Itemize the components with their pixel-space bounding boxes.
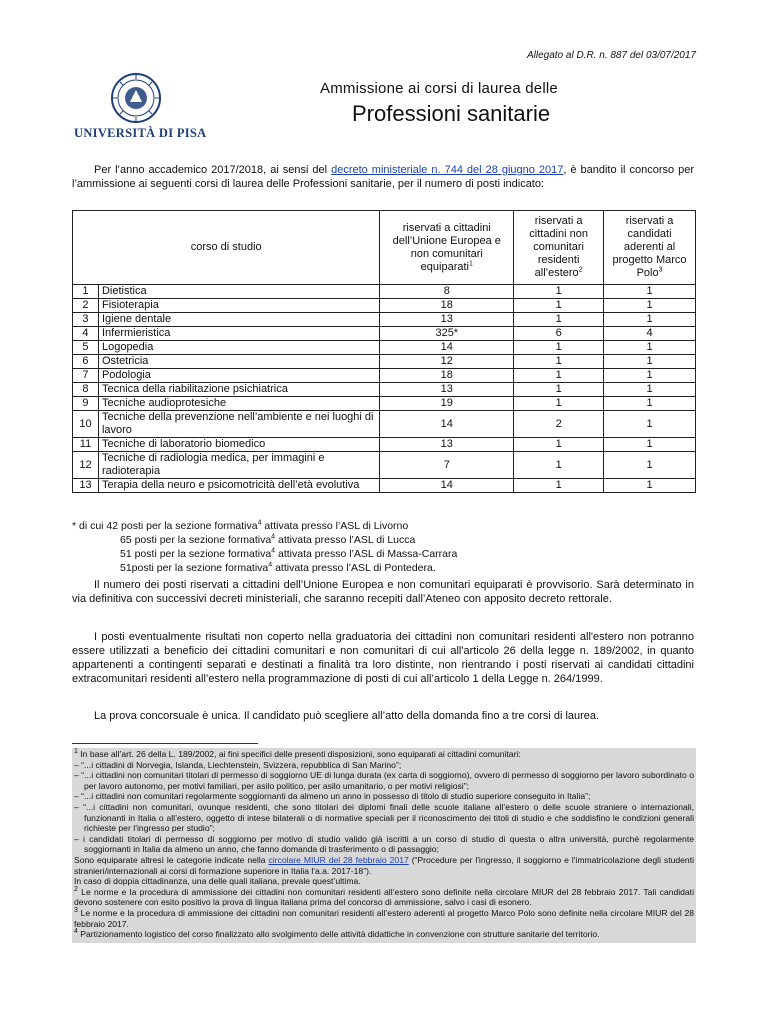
eu-posts: 19 — [380, 397, 514, 411]
footnote-separator — [72, 743, 258, 744]
course-name: Dietistica — [98, 285, 379, 299]
abroad-posts: 1 — [514, 383, 604, 397]
table-row — [73, 438, 696, 452]
table-row — [73, 452, 696, 479]
abroad-posts: 1 — [514, 285, 604, 299]
asl-note: 65 posti per la sezione formativa$^4$ attivata presso l’ASL di Lucca — [120, 533, 416, 546]
table-row — [73, 383, 696, 397]
eu-posts: 18 — [380, 299, 514, 313]
course-name: Tecnica della riabilitazione psichiatrica — [98, 383, 379, 397]
course-name: Infermieristica — [98, 327, 379, 341]
marco-polo-posts: 1 — [604, 397, 696, 411]
row-number: 5 — [73, 341, 99, 355]
course-name: Logopedia — [98, 341, 379, 355]
course-name: Tecniche della prevenzione nell’ambiente e nei luoghi di lavoro — [98, 411, 379, 438]
intro-text-3: , per il numero di posti indicato: — [391, 178, 545, 190]
abroad-posts: 1 — [514, 479, 604, 493]
asl-note: 51 posti per la sezione formativa$^4$ attivata presso l’ASL di Massa-Carrara — [120, 547, 458, 560]
table-row — [73, 313, 696, 327]
table-body — [73, 285, 696, 493]
eu-posts: 325* — [380, 327, 514, 341]
footnote-dual-citizenship: In caso di doppia cittadinanza, una delle quali italiana, prevale quest’ultima. — [74, 876, 361, 887]
footnote-more: Sono equiparate altresì le categorie indicate nella circolare MIUR del 28 febbraio 2017 (“Procedure per l'ingresso, il soggiorno e l'immatricolazione degli studenti stranieri/internazionali ai corsi di formazione superiore in Italia l'a.a. 2017-18”). — [74, 854, 695, 876]
marco-polo-posts: 1 — [604, 479, 696, 493]
row-number: 8 — [73, 383, 99, 397]
course-name: Igiene dentale — [98, 313, 379, 327]
university-name: UNIVERSITÀ DI PISA — [74, 126, 207, 140]
course-name: Ostetricia — [98, 355, 379, 369]
eu-posts: 14 — [380, 411, 514, 438]
row-number: 11 — [73, 438, 99, 452]
marco-polo-posts: 1 — [604, 438, 696, 452]
header-marco-polo: riservati a candidati aderenti al progetto Marco Polo$^3$ — [604, 211, 696, 285]
table-row — [73, 355, 696, 369]
footnote-item: – “...i cittadini non comunitari, ovunque residenti, che sono titolari dei diplomi finali delle scuole italiane all’estero o delle scuole straniere o internazionali, funzionanti in Italia o all’estero, oggetto di intese bilaterali o di normative speciali per il riconoscimento dei titoli di studio e che soddisfino le condizioni generali richieste per l’ingresso per studio”; — [74, 801, 694, 834]
paragraph-single-test: La prova concorsuale è unica. Il candidato può scegliere all’atto della domanda fino a tre corsi di laurea. — [94, 710, 600, 722]
row-number: 13 — [73, 479, 99, 493]
header-eu: riservati a cittadini dell’Unione Europea e non comunitari equiparati$^1$ — [380, 211, 514, 285]
table-row — [73, 327, 696, 341]
row-number: 1 — [73, 285, 99, 299]
asl-note: * di cui 42 posti per la sezione formativa$^4$ attivata presso l’ASL di Livorno — [72, 519, 409, 532]
marco-polo-posts: 1 — [604, 369, 696, 383]
abroad-posts: 1 — [514, 341, 604, 355]
footnotes — [72, 748, 696, 943]
abroad-posts: 1 — [514, 355, 604, 369]
course-name: Terapia della neuro e psicomotricità dell’età evolutiva — [98, 479, 379, 493]
table-row — [73, 285, 696, 299]
attachment-reference: Allegato al D.R. n. 887 del 03/07/2017 — [526, 50, 696, 61]
row-number: 4 — [73, 327, 99, 341]
course-name: Podologia — [98, 369, 379, 383]
abroad-posts: 1 — [514, 369, 604, 383]
row-number: 10 — [73, 411, 99, 438]
course-name: Fisioterapia — [98, 299, 379, 313]
footnote-2: $^2$ Le norme e la procedura di ammissione dei cittadini non comunitari residenti all’estero sono definite nella circolare MIUR del 28 febbraio 2017. Tali candidati devono sostenere con esito positivo la prova di lingua italiana prima del concorso di ammissione, salvo i casi di esonero. — [74, 885, 694, 908]
course-name: Tecniche di laboratorio biomedico — [98, 438, 379, 452]
marco-polo-posts: 1 — [604, 411, 696, 438]
admissions-table — [72, 210, 696, 493]
abroad-posts: 2 — [514, 411, 604, 438]
row-number: 6 — [73, 355, 99, 369]
circolare-link[interactable]: circolare MIUR del 28 febbraio 2017 — [268, 854, 409, 865]
table-row — [73, 341, 696, 355]
footnote-item: – i candidati titolari di permesso di soggiorno per motivo di studio valido già iscritti a un corso di studio di questa o altra università, purché regolarmente soggiornanti in Italia da almeno un anno, che fanno domanda di trasferimento o di passaggio; — [74, 833, 694, 855]
page-title: Professioni sanitarie — [352, 101, 551, 126]
course-name: Tecniche audioprotesiche — [98, 397, 379, 411]
marco-polo-posts: 1 — [604, 341, 696, 355]
row-number: 2 — [73, 299, 99, 313]
eu-posts: 12 — [380, 355, 514, 369]
eu-posts: 14 — [380, 341, 514, 355]
marco-polo-posts: 1 — [604, 355, 696, 369]
abroad-posts: 1 — [514, 299, 604, 313]
title-subtitle: Ammissione ai corsi di laurea delle — [320, 80, 558, 97]
footnote-item: – “...i cittadini non comunitari regolarmente soggiornanti da almeno un anno in possesso di titolo di studio superiore conseguito in Italia”; — [74, 791, 591, 802]
abroad-posts: 6 — [514, 327, 604, 341]
marco-polo-posts: 1 — [604, 383, 696, 397]
abroad-posts: 1 — [514, 452, 604, 479]
abroad-posts: 1 — [514, 313, 604, 327]
marco-polo-posts: 1 — [604, 285, 696, 299]
abroad-posts: 1 — [514, 438, 604, 452]
paragraph-unfilled-posts: I posti eventualmente risultati non coperto nella graduatoria dei cittadini non comunitari residenti all'estero non potranno essere utilizzati a beneficio dei cittadini comunitari e non comunitari di cui all'articolo 26 della legge n. 189/2002, in quanto appartenenti a contingenti separati e destinati a finalità tra loro distinte, non rientrando i posti riservati ai candidati cittadini extracomunitari residenti all’estero nella programmazione di posti di cui all’articolo 1 della Legge n. 264/1999. — [72, 631, 694, 685]
row-number: 12 — [73, 452, 99, 479]
footnote-4: $^4$ Partizionamento logistico del corso finalizzato allo svolgimento delle attività didattiche in convenzione con strutture sanitarie del territorio. — [74, 928, 600, 940]
asl-note: 51posti per la sezione formativa$^4$ attivata presso l’ASL di Pontedera. — [120, 561, 436, 574]
row-number: 9 — [73, 397, 99, 411]
intro-text: Per l’anno accademico 2017/2018, ai sensi del — [94, 164, 332, 176]
university-logo — [74, 72, 207, 140]
abroad-posts: 1 — [514, 397, 604, 411]
row-number: 3 — [73, 313, 99, 327]
intro-text-2: , è bandito il concorso per l’ammissione ai seguenti corsi di laurea delle — [72, 164, 694, 190]
table-row — [73, 411, 696, 438]
eu-posts: 13 — [380, 383, 514, 397]
table-row — [73, 299, 696, 313]
footnote-item: – “...i cittadini di Norvegia, Islanda, Liechtenstein, Svizzera, repubblica di San Marino”; — [74, 759, 402, 770]
eu-posts: 8 — [380, 285, 514, 299]
row-number: 7 — [73, 369, 99, 383]
decree-link[interactable]: decreto ministeriale n. 744 del 28 giugno 2017 — [331, 164, 564, 176]
table-row — [73, 397, 696, 411]
header-course: corso di studio — [73, 211, 380, 285]
marco-polo-posts: 1 — [604, 299, 696, 313]
marco-polo-posts: 1 — [604, 452, 696, 479]
paragraph-provisional: Il numero dei posti riservati a cittadini dell’Unione Europea e non comunitari equiparati è provvisorio. Sarà determinato in via definitiva con successivi decreti ministeriali, che saranno recepiti dall’Ateneo con apposito decreto rettorale. — [72, 579, 694, 605]
intro-emphasis: Professioni sanitarie — [292, 178, 392, 190]
seal-icon — [110, 72, 162, 124]
footnote-item: – “...i cittadini non comunitari titolari di permesso di soggiorno UE di lunga durata (ex carta di soggiorno), ovvero di permesso di soggiorno per lavoro subordinato o per lavoro autonomo, per motivi familiari, per asilo politico, per asilo umanitario, o per motivi religiosi”; — [74, 770, 695, 791]
asl-notes — [72, 519, 457, 575]
eu-posts: 13 — [380, 313, 514, 327]
intro-paragraph — [72, 163, 694, 191]
footnote-1: $^1$ In base all’art. 26 della L. 189/2002, ai fini specifici delle presenti disposizioni, sono equiparati ai cittadini comunitari: — [74, 748, 521, 759]
eu-posts: 14 — [380, 479, 514, 493]
marco-polo-posts: 4 — [604, 327, 696, 341]
header-abroad: riservati a cittadini non comunitari residenti all’estero$^2$ — [514, 211, 604, 285]
footnote-3: $^3$ Le norme e la procedura di ammissione dei cittadini non comunitari residenti all’estero aderenti al progetto Marco Polo sono definite nella circolare MIUR del 28 febbraio 2017. — [74, 907, 695, 929]
eu-posts: 18 — [380, 369, 514, 383]
table-row — [73, 479, 696, 493]
marco-polo-posts: 1 — [604, 313, 696, 327]
course-name: Tecniche di radiologia medica, per immagini e radioterapia — [98, 452, 379, 479]
table-row — [73, 369, 696, 383]
eu-posts: 13 — [380, 438, 514, 452]
eu-posts: 7 — [380, 452, 514, 479]
